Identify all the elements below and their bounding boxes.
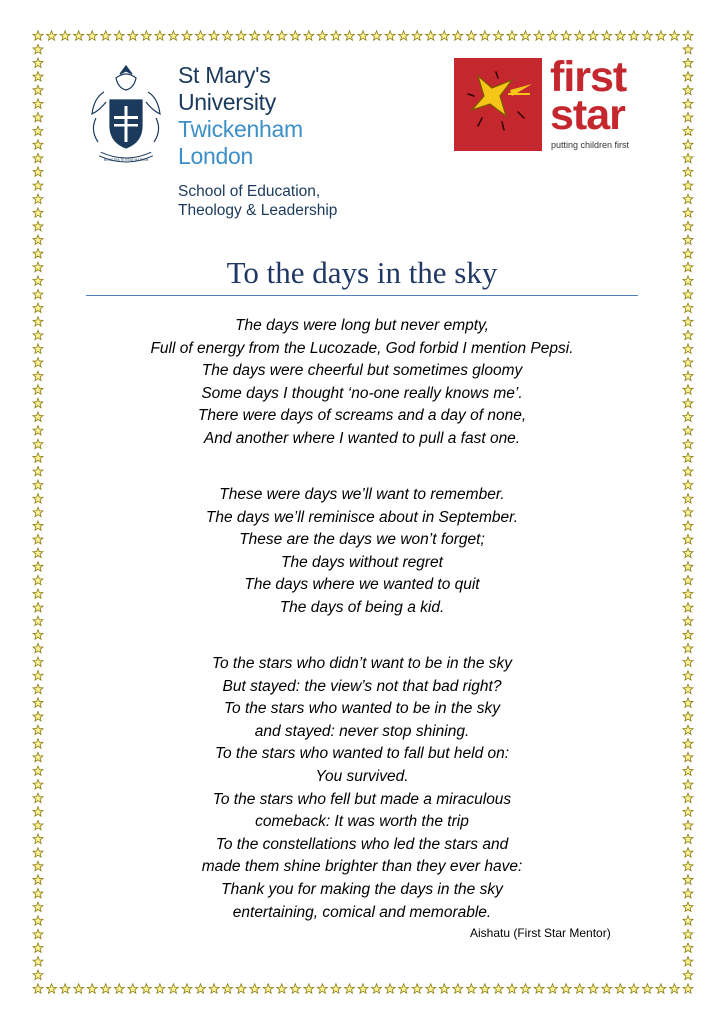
border-star-icon [33, 85, 43, 94]
poem-line: To the stars who didn’t want to be in the sky [211, 655, 513, 672]
border-star-icon [101, 31, 111, 40]
border-star-icon [33, 153, 43, 162]
border-star-icon [493, 984, 503, 993]
border-star-icon [372, 984, 382, 993]
border-star-icon [480, 984, 490, 993]
border-star-icon [250, 31, 260, 40]
border-star-icon [236, 31, 246, 40]
border-star-icon [426, 31, 436, 40]
border-star-icon [453, 31, 463, 40]
poem-author: Aishatu (First Star Mentor) [470, 926, 611, 940]
border-star-icon [33, 235, 43, 244]
border-star-icon [263, 984, 273, 993]
border-star-icon [33, 984, 43, 993]
university-name [178, 62, 303, 170]
border-star-icon [575, 31, 585, 40]
border-star-icon [412, 984, 422, 993]
border-star-icon [182, 984, 192, 993]
border-star-icon [114, 31, 124, 40]
poem-line: entertaining, comical and memorable. [232, 903, 492, 921]
poem-stanza-3 [0, 653, 724, 924]
border-star-icon [629, 31, 639, 40]
border-star-icon [209, 984, 219, 993]
poem-line: And another where I wanted to pull a fast one. [203, 429, 521, 447]
border-star-icon [60, 31, 70, 40]
border-star-icon [33, 453, 43, 462]
poem-line: There were days of screams and a day of none, [197, 407, 527, 425]
border-star-icon [236, 984, 246, 993]
border-star-icon [642, 984, 652, 993]
border-star-icon [223, 31, 233, 40]
border-star-icon [480, 31, 490, 40]
border-star-icon [33, 72, 43, 81]
border-star-icon [358, 31, 368, 40]
border-star-icon [33, 970, 43, 979]
border-star-icon [74, 31, 84, 40]
border-star-icon [209, 31, 219, 40]
border-star-icon [33, 643, 43, 652]
border-star-icon [548, 31, 558, 40]
border-star-icon [561, 31, 571, 40]
border-star-icon [168, 31, 178, 40]
border-star-icon [141, 31, 151, 40]
crest-motto: MONSTRA TE ESSE MATREM [103, 158, 149, 162]
border-star-icon [615, 31, 625, 40]
border-star-icon [196, 984, 206, 993]
border-star-icon [534, 31, 544, 40]
border-star-icon [182, 31, 192, 40]
border-star-icon [683, 44, 693, 53]
border-star-icon [683, 140, 693, 149]
school-name-line-2: Theology & Leadership [178, 202, 338, 219]
poem-line: To the stars who wanted to fall but held on: [214, 745, 510, 763]
border-star-icon [683, 643, 693, 652]
border-star-icon [114, 984, 124, 993]
border-star-icon [439, 984, 449, 993]
border-star-icon [263, 31, 273, 40]
border-star-icon [47, 984, 57, 993]
border-star-icon [33, 466, 43, 475]
poem-title: To the days in the sky [226, 255, 498, 290]
border-star-icon [385, 984, 395, 993]
border-star-icon [575, 984, 585, 993]
border-star-icon [33, 303, 43, 312]
poem-line: and stayed: never stop shining. [254, 722, 470, 740]
poem-line: The days were long but never empty, [235, 317, 489, 334]
university-name-line-4: London [178, 143, 253, 169]
border-star-icon [683, 957, 693, 966]
border-star-icon [670, 984, 680, 993]
poem-line: To the stars who wanted to be in the sky [223, 700, 500, 718]
border-star-icon [548, 984, 558, 993]
university-name-line-2: University [178, 89, 276, 115]
border-star-icon [683, 153, 693, 162]
border-star-icon [87, 984, 97, 993]
border-star-icon [656, 31, 666, 40]
border-star-icon [683, 72, 693, 81]
border-star-icon [683, 194, 693, 203]
poem-line: made them shine brighter than they ever have: [201, 858, 523, 876]
poem-line: These are the days we won’t forget; [239, 531, 485, 549]
border-star-icon [656, 984, 666, 993]
border-star-icon [507, 31, 517, 40]
poem-stanza-1 [0, 315, 724, 451]
border-star-icon [683, 99, 693, 108]
border-star-icon [683, 208, 693, 217]
border-star-icon [128, 984, 138, 993]
border-star-icon [521, 31, 531, 40]
border-star-icon [385, 31, 395, 40]
border-star-icon [683, 303, 693, 312]
border-star-icon [683, 630, 693, 639]
border-star-icon [101, 984, 111, 993]
border-star-icon [155, 31, 165, 40]
first-star-word-first: first [550, 53, 627, 101]
title-rule [86, 295, 638, 296]
border-star-icon [683, 984, 693, 993]
border-star-icon [33, 208, 43, 217]
poem-line: The days were cheerful but sometimes gloomy [201, 362, 523, 380]
border-star-icon [683, 466, 693, 475]
border-star-icon [33, 58, 43, 67]
poem-line: You survived. [315, 767, 409, 785]
border-star-icon [493, 31, 503, 40]
shooting-star-icon [462, 66, 534, 143]
border-star-icon [453, 984, 463, 993]
border-star-icon [683, 126, 693, 135]
border-star-icon [588, 31, 598, 40]
border-star-icon [33, 943, 43, 952]
poem-line: Some days I thought ‘no-one really knows me’. [201, 384, 523, 402]
border-star-icon [683, 181, 693, 190]
border-star-icon [629, 984, 639, 993]
border-star-icon [683, 85, 693, 94]
border-star-icon [277, 31, 287, 40]
border-star-icon [683, 58, 693, 67]
poem-line: The days without regret [281, 553, 443, 571]
border-star-icon [602, 31, 612, 40]
border-star-icon [683, 453, 693, 462]
poem-line: To the constellations who led the stars and [215, 835, 509, 853]
university-crest-icon [86, 58, 166, 178]
border-star-icon [33, 957, 43, 966]
poem-line: But stayed: the view’s not that bad right? [222, 677, 502, 695]
border-star-icon [33, 181, 43, 190]
school-name [178, 182, 398, 220]
poem-line: Thank you for making the days in the sky [221, 880, 503, 898]
border-star-icon [290, 31, 300, 40]
border-star-icon [683, 112, 693, 121]
border-star-icon [33, 167, 43, 176]
st-marys-university-logo [86, 58, 346, 218]
border-star-icon [277, 984, 287, 993]
poem-line: Full of energy from the Lucozade, God forbid I mention Pepsi. [150, 339, 574, 357]
first-star-tagline: putting children first [551, 140, 630, 150]
border-star-icon [439, 31, 449, 40]
first-star-logo-mark [454, 58, 542, 151]
border-star-icon [33, 126, 43, 135]
border-star-icon [33, 112, 43, 121]
border-star-icon [250, 984, 260, 993]
border-star-icon [683, 221, 693, 230]
border-star-icon [399, 984, 409, 993]
border-star-icon [412, 31, 422, 40]
border-star-icon [521, 984, 531, 993]
poem-stanza-2 [0, 484, 724, 620]
border-star-icon [155, 984, 165, 993]
border-star-icon [561, 984, 571, 993]
border-star-icon [615, 984, 625, 993]
poem-line: The days of being a kid. [279, 598, 445, 616]
border-star-icon [128, 31, 138, 40]
border-star-icon [588, 984, 598, 993]
border-star-icon [345, 984, 355, 993]
border-star-icon [33, 31, 43, 40]
border-star-icon [317, 984, 327, 993]
border-star-icon [372, 31, 382, 40]
border-star-icon [33, 630, 43, 639]
border-star-icon [33, 44, 43, 53]
border-star-icon [683, 235, 693, 244]
border-star-icon [466, 31, 476, 40]
border-star-icon [331, 984, 341, 993]
border-star-icon [304, 31, 314, 40]
border-star-icon [196, 31, 206, 40]
border-star-icon [290, 984, 300, 993]
border-star-icon [304, 984, 314, 993]
border-star-icon [683, 929, 693, 938]
university-name-line-1: St Mary's [178, 62, 271, 88]
poem-line: comeback: It was worth the trip [255, 813, 469, 831]
poem-line: The days we’ll reminisce about in September. [205, 508, 519, 526]
border-star-icon [33, 99, 43, 108]
border-star-icon [358, 984, 368, 993]
border-star-icon [466, 984, 476, 993]
border-star-icon [317, 31, 327, 40]
border-star-icon [74, 984, 84, 993]
border-star-icon [60, 984, 70, 993]
border-star-icon [602, 984, 612, 993]
border-star-icon [534, 984, 544, 993]
poem-line: These were days we’ll want to remember. [219, 486, 505, 503]
first-star-logo [454, 53, 644, 154]
border-star-icon [87, 31, 97, 40]
border-star-icon [331, 31, 341, 40]
border-star-icon [426, 984, 436, 993]
school-name-line-1: School of Education, [178, 183, 321, 200]
university-name-line-3: Twickenham [178, 116, 303, 142]
border-star-icon [683, 167, 693, 176]
border-star-icon [683, 943, 693, 952]
border-star-icon [670, 31, 680, 40]
border-star-icon [168, 984, 178, 993]
border-star-icon [33, 221, 43, 230]
border-star-icon [33, 929, 43, 938]
border-star-icon [47, 31, 57, 40]
border-star-icon [683, 31, 693, 40]
border-star-icon [223, 984, 233, 993]
border-star-icon [33, 140, 43, 149]
poem-line: The days where we wanted to quit [244, 576, 480, 594]
border-star-icon [345, 31, 355, 40]
border-star-icon [683, 970, 693, 979]
border-star-icon [507, 984, 517, 993]
border-star-icon [642, 31, 652, 40]
first-star-word-star: star [550, 91, 625, 139]
border-star-icon [141, 984, 151, 993]
border-star-icon [33, 194, 43, 203]
poem-line: To the stars who fell but made a miraculous [212, 790, 512, 808]
border-star-icon [399, 31, 409, 40]
